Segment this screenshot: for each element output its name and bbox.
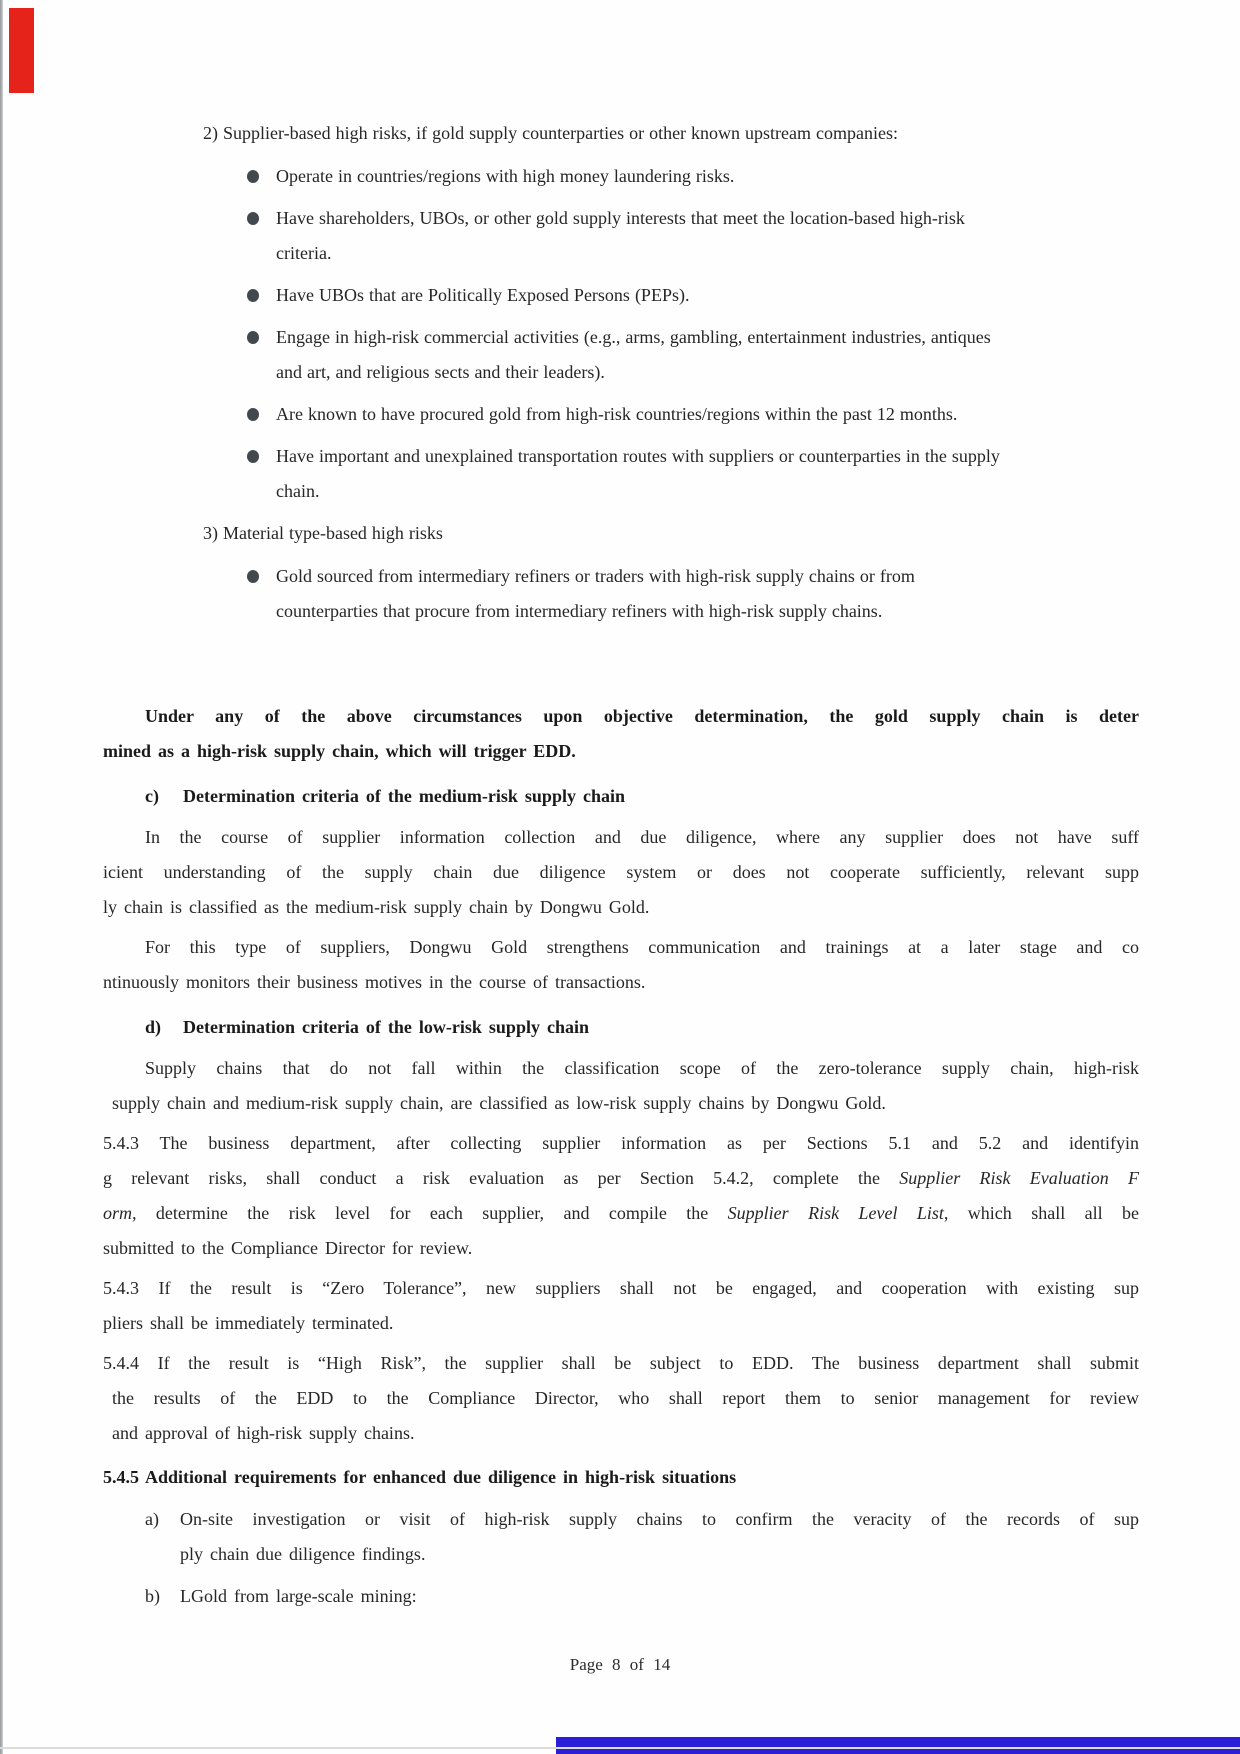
- bullet-item: [247, 439, 1139, 509]
- paragraph-line: [103, 1196, 1139, 1231]
- text-segment: g relevant risks, shall conduct a risk evaluation as per Section 5.4.2, complete the: [103, 1168, 900, 1188]
- paragraph-line: LGold from large-scale mining:: [180, 1586, 417, 1606]
- paragraph-line: On-site investigation or visit of high-risk supply chains to confirm the veracity of the records of sup: [180, 1509, 1139, 1529]
- bullet-icon: [247, 450, 259, 463]
- paragraph-line: ntinuously monitors their business motives in the course of transactions.: [103, 972, 646, 992]
- paragraph-line: pliers shall be immediately terminated.: [103, 1313, 394, 1333]
- bullet-text: Are known to have procured gold from high-risk countries/regions within the past 12 months.: [276, 404, 958, 424]
- bullet-text: Operate in countries/regions with high money laundering risks.: [276, 166, 735, 186]
- paragraph-line: supply chain and medium-risk supply chain, are classified as low-risk supply chains by Dongwu Gold.: [112, 1093, 886, 1113]
- paragraph-line: ly chain is classified as the medium-risk supply chain by Dongwu Gold.: [103, 897, 650, 917]
- paragraph-line: mined as a high-risk supply chain, which will trigger EDD.: [103, 741, 576, 761]
- paragraph-line: 5.4.3 The business department, after collecting supplier information as per Sections 5.1 and 5.2 and identifyin: [103, 1133, 1139, 1153]
- text-segment: determine the risk level for each supplier, and compile the: [136, 1203, 728, 1223]
- heading-545: 5.4.5 Additional requirements for enhanced due diligence in high-risk situations: [103, 1467, 737, 1487]
- paragraph-line: submitted to the Compliance Director for review.: [103, 1238, 473, 1258]
- list-marker: b): [145, 1586, 160, 1606]
- paragraph-543-zero-tolerance: [103, 1271, 1139, 1341]
- bullet-item: [247, 159, 1139, 194]
- list-marker: a): [145, 1509, 159, 1529]
- italic-document-title: Supplier Risk Evaluation F: [899, 1168, 1140, 1188]
- paragraph-line: Under any of the above circumstances upon objective determination, the gold supply chain is deter: [145, 706, 1139, 726]
- paragraph-line: ply chain due diligence findings.: [180, 1544, 426, 1564]
- bullet-item: [247, 201, 1139, 271]
- paragraph-line: 5.4.3 If the result is “Zero Tolerance”, new suppliers shall not be engaged, and cooperation with existing sup: [103, 1278, 1139, 1298]
- bullet-item: [247, 559, 1139, 629]
- heading-text: Determination criteria of the low-risk supply chain: [183, 1017, 589, 1037]
- bullet-icon: [247, 570, 259, 583]
- paragraph-544-high-risk: [103, 1346, 1139, 1451]
- bullet-item: [247, 278, 1139, 313]
- bullet-text: and art, and religious sects and their leaders).: [276, 362, 605, 382]
- bullet-icon: [247, 331, 259, 344]
- bullet-text: Engage in high-risk commercial activities (e.g., arms, gambling, entertainment industries, antiques: [276, 327, 991, 347]
- bullet-text: Have shareholders, UBOs, or other gold supply interests that meet the location-based high-risk: [276, 208, 965, 228]
- bullet-text: counterparties that procure from intermediary refiners with high-risk supply chains.: [276, 601, 883, 621]
- text-segment: , which shall all be: [943, 1203, 1140, 1223]
- heading-text: Determination criteria of the medium-risk supply chain: [183, 786, 625, 806]
- bullet-icon: [247, 170, 259, 183]
- supplier-risks-bullet-list: [103, 159, 1139, 509]
- material-risks-bullet-list: [103, 559, 1139, 629]
- scan-edge-line: [0, 0, 3, 1754]
- bullet-icon: [247, 408, 259, 421]
- paragraph-line: In the course of supplier information collection and due diligence, where any supplier does not have suff: [145, 827, 1139, 847]
- paragraph-line: Supply chains that do not fall within the classification scope of the zero-tolerance supply chain, high-risk: [145, 1058, 1139, 1078]
- page-number: Page 8 of 14: [569, 1655, 671, 1674]
- heading-low-risk: [145, 1010, 1139, 1045]
- blue-scan-mark: [556, 1737, 1240, 1754]
- heading-marker: d): [145, 1017, 162, 1037]
- edd-trigger-paragraph: [103, 699, 1139, 769]
- bullet-item: [247, 397, 1139, 432]
- paragraph-line: the results of the EDD to the Compliance Director, who shall report them to senior management for review: [112, 1388, 1139, 1408]
- paragraph-medium-risk-1: [103, 820, 1139, 925]
- paragraph-medium-risk-2: [103, 930, 1139, 1000]
- list-item-a: [103, 1502, 1139, 1572]
- bullet-text: chain.: [276, 481, 320, 501]
- paragraph-low-risk: [103, 1051, 1139, 1121]
- document-body: [103, 116, 1139, 1614]
- bullet-icon: [247, 212, 259, 225]
- heading-marker: c): [145, 786, 159, 806]
- paragraph-543-evaluation: [103, 1126, 1139, 1266]
- list-item-b: [103, 1579, 1139, 1614]
- heading-medium-risk: [145, 779, 1139, 814]
- bullet-text: Gold sourced from intermediary refiners or traders with high-risk supply chains or from: [276, 566, 915, 586]
- paragraph-line: and approval of high-risk supply chains.: [112, 1423, 415, 1443]
- paragraph-line: icient understanding of the supply chain due diligence system or does not cooperate sufficiently, relevant supp: [103, 862, 1139, 882]
- scan-bottom-line: [0, 1747, 1240, 1749]
- italic-document-title: orm,: [103, 1203, 137, 1223]
- supplier-risks-heading: 2) Supplier-based high risks, if gold supply counterparties or other known upstream companies:: [203, 123, 899, 143]
- bullet-icon: [247, 289, 259, 302]
- bullet-text: criteria.: [276, 243, 332, 263]
- italic-document-title: Supplier Risk Level List: [727, 1203, 944, 1223]
- material-risks-heading: 3) Material type-based high risks: [203, 523, 443, 543]
- red-scan-mark: [9, 8, 34, 93]
- bullet-text: Have UBOs that are Politically Exposed Persons (PEPs).: [276, 285, 690, 305]
- paragraph-line: 5.4.4 If the result is “High Risk”, the supplier shall be subject to EDD. The business department shall submit: [103, 1353, 1139, 1373]
- bullet-item: [247, 320, 1139, 390]
- paragraph-line: For this type of suppliers, Dongwu Gold strengthens communication and trainings at a later stage and co: [145, 937, 1139, 957]
- paragraph-line: [103, 1161, 1139, 1196]
- bullet-text: Have important and unexplained transportation routes with suppliers or counterparties in the supply: [276, 446, 1000, 466]
